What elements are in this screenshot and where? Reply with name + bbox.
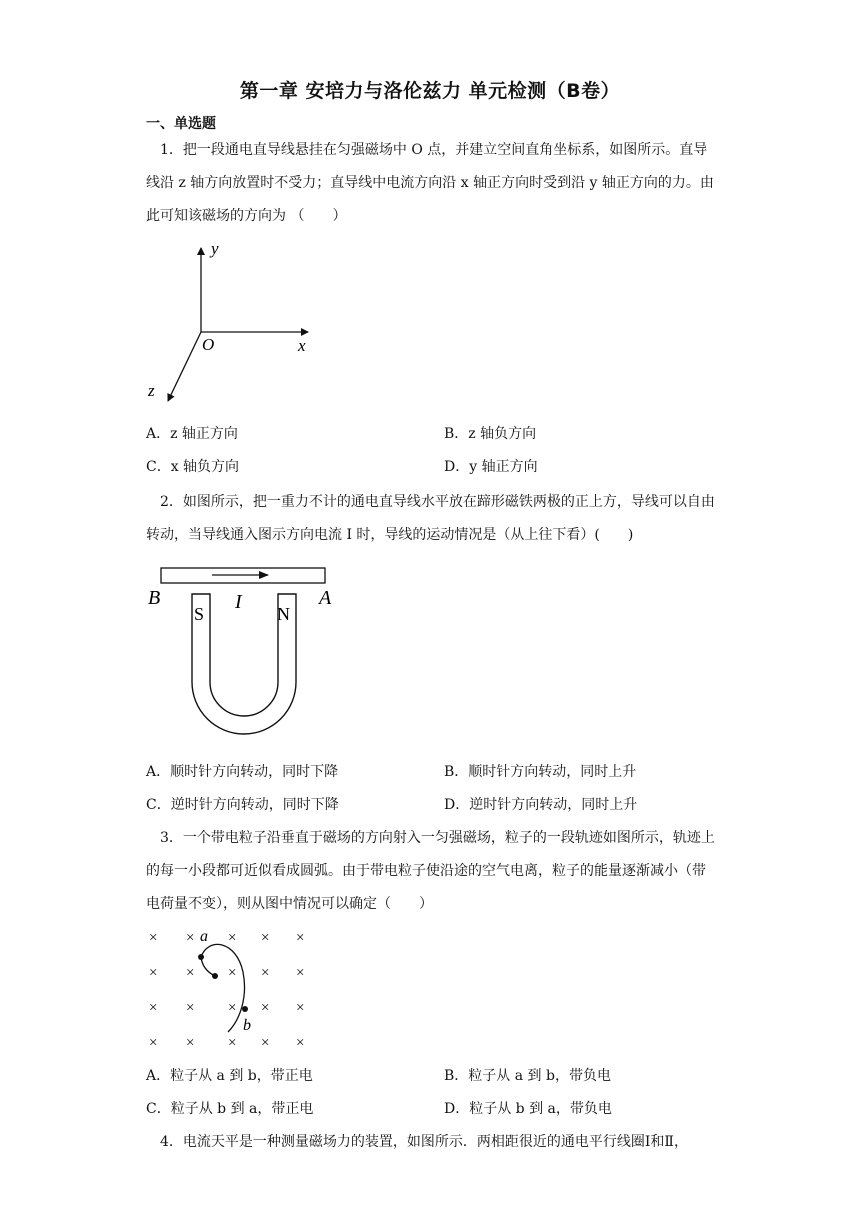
north-pole-label: N (277, 604, 290, 624)
q1-option-a[interactable]: A．z 轴正方向 (146, 426, 238, 442)
current-label: I (235, 591, 242, 613)
q3-option-d[interactable]: D．粒子从 b 到 a，带负电 (444, 1101, 612, 1117)
south-pole-label: S (194, 604, 205, 624)
field-cross: × (186, 930, 195, 946)
q3-option-c[interactable]: C．粒子从 b 到 a，带正电 (146, 1101, 314, 1117)
q1-option-c[interactable]: C．x 轴负方向 (146, 459, 240, 475)
field-cross: × (228, 1035, 237, 1051)
q1-option-b[interactable]: B．z 轴负方向 (444, 426, 537, 442)
q2-option-d[interactable]: D．逆时针方向转动，同时上升 (444, 797, 638, 813)
end-a-label: A (319, 587, 332, 609)
q2-option-a[interactable]: A．顺时针方向转动，同时下降 (146, 764, 339, 780)
field-cross: × (149, 965, 158, 981)
q3-option-a[interactable]: A．粒子从 a 到 b，带正电 (146, 1068, 313, 1084)
field-cross: × (228, 930, 237, 946)
point-b-label: b (243, 1017, 251, 1034)
q1-option-d[interactable]: D．y 轴正方向 (444, 459, 538, 475)
field-cross: × (186, 965, 195, 981)
end-b-label: B (148, 587, 161, 609)
field-cross: × (296, 1035, 305, 1051)
question-3-text: 3．一个带电粒子沿垂直于磁场的方向射入一匀强磁场，粒子的一段轨迹如图所示，轨迹上的每一小段都可近似看成圆弧。由于带电粒子使沿途的空气电离，粒子的能量逐渐减小（带电荷量不变），则从图中情况可以确定（ ） (146, 830, 715, 912)
field-cross: × (149, 1035, 158, 1051)
field-cross: × (186, 1035, 195, 1051)
horseshoe-magnet-figure (140, 562, 350, 742)
q2-option-c[interactable]: C．逆时针方向转动，同时下降 (146, 797, 339, 813)
point-a-dot (198, 954, 204, 960)
field-cross: × (296, 930, 305, 946)
x-axis-label: x (298, 336, 306, 355)
inner-dot (212, 973, 218, 979)
question-2-text: 2．如图所示，把一重力不计的通电直导线水平放在蹄形磁铁两极的正上方，导线可以自由转动，当导线通入图示方向电流 I 时，导线的运动情况是（从上往下看）( ) (146, 494, 715, 543)
z-axis-label: z (148, 381, 155, 400)
section-heading: 一、单选题 (146, 116, 216, 132)
field-cross: × (186, 1000, 195, 1016)
y-axis-label: y (211, 239, 219, 258)
field-cross: × (296, 1000, 305, 1016)
page-title: 第一章 安培力与洛伦兹力 单元检测（B卷） (239, 80, 621, 102)
field-cross: × (149, 1000, 158, 1016)
field-cross: × (149, 930, 158, 946)
field-cross: × (296, 965, 305, 981)
field-cross: × (261, 930, 270, 946)
point-b-dot (242, 1006, 248, 1012)
question-1-text: 1．把一段通电直导线悬挂在匀强磁场中 O 点，并建立空间直角坐标系，如图所示。直导线沿 z 轴方向放置时不受力；直导线中电流方向沿 x 轴正方向时受到沿 y 轴正方向的力。由此可知该磁场的方向为 （ ） (146, 142, 714, 224)
trajectory-arc (201, 944, 245, 1032)
field-cross: × (261, 1035, 270, 1051)
field-cross: × (228, 1000, 237, 1016)
field-cross: × (261, 965, 270, 981)
particle-trajectory-figure (140, 922, 320, 1054)
field-cross: × (261, 1000, 270, 1016)
z-axis (168, 332, 201, 401)
origin-label: O (202, 335, 215, 354)
q3-option-b[interactable]: B．粒子从 a 到 b，带负电 (444, 1068, 611, 1084)
field-cross: × (228, 965, 237, 981)
question-4-text: 4．电流天平是一种测量磁场力的装置，如图所示．两相距很近的通电平行线圈Ⅰ和Ⅱ， (160, 1134, 688, 1150)
coordinate-axes-figure (140, 236, 340, 411)
point-a-label: a (200, 928, 208, 945)
q2-option-b[interactable]: B．顺时针方向转动，同时上升 (444, 764, 637, 780)
